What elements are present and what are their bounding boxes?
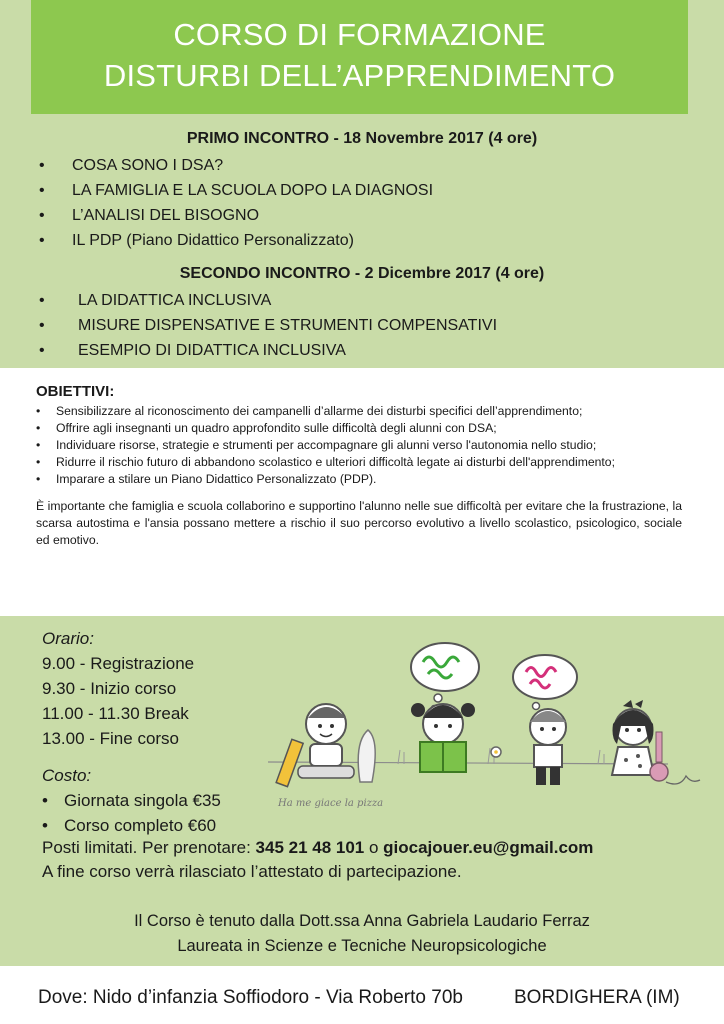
schedule-item: 9.00 - Registrazione — [42, 654, 195, 673]
footer-location: Dove: Nido d’infanzia Soffiodoro - Via Roberto 70b — [38, 987, 463, 1008]
feather-icon — [358, 730, 375, 782]
list-item: • Sensibilizzare al riconoscimento dei campanelli d’allarme dei disturbi specifici dell’apprendimento; — [36, 404, 583, 418]
title-line-2: DISTURBI DELL’APPRENDIMENTO — [103, 58, 616, 93]
meeting1-list — [39, 155, 434, 255]
title-line-1: CORSO DI FORMAZIONE — [173, 17, 546, 52]
list-item: • IL PDP (Piano Didattico Personalizzato) — [39, 232, 354, 249]
list-item: • Individuare risorse, strategie e strumenti per accompagnare gli alunni verso l'autonomia nello studio; — [36, 438, 597, 452]
cost-block — [42, 765, 221, 840]
cost-label: Costo: — [42, 766, 92, 785]
illustration-caption: Ha me giace la pizza — [278, 798, 384, 809]
booking-email[interactable]: giocajouer.eu@gmail.com — [383, 838, 594, 857]
schedule-item: 9.30 - Inizio corso — [42, 679, 177, 698]
schedule-label: Orario: — [42, 629, 94, 648]
list-item: • ESEMPIO DI DIDATTICA INCLUSIVA — [39, 342, 346, 359]
list-item: • L’ANALISI DEL BISOGNO — [39, 207, 260, 224]
thought-bubble-right-icon — [513, 655, 577, 710]
teacher-line-2: Laureata in Scienze e Tecniche Neuropsicologiche — [177, 937, 547, 955]
list-item: • Ridurre il rischio futuro di abbandono scolastico e ulteriori difficoltà legate ai disturbi dell'apprendimento; — [36, 455, 615, 469]
objectives-list — [36, 403, 682, 487]
certificate-note: A fine corso verrà rilasciato l’attestato di partecipazione. — [42, 862, 462, 881]
girl-right-icon — [612, 700, 654, 775]
footer — [0, 966, 724, 1024]
pencil-icon — [276, 739, 303, 786]
meeting2-heading: SECONDO INCONTRO - 2 Dicembre 2017 (4 ore) — [179, 265, 545, 282]
list-item: • Imparare a stilare un Piano Didattico Personalizzato (PDP). — [36, 472, 377, 486]
booking-line — [42, 838, 593, 858]
program-section — [0, 0, 724, 368]
cost-list — [42, 790, 221, 840]
list-item: • Giornata singola €35 — [42, 791, 221, 810]
list-item: • Offrire agli insegnanti un quadro approfondito sulle difficoltà degli alunni con DSA; — [36, 421, 497, 435]
footer-city: BORDIGHERA (IM) — [514, 987, 680, 1008]
booking-prefix: Posti limitati. Per prenotare: — [42, 838, 256, 857]
schedule-block — [42, 628, 194, 753]
list-item: • LA DIDATTICA INCLUSIVA — [39, 292, 272, 309]
schedule-item: 11.00 - 11.30 Break — [42, 704, 189, 723]
objectives-paragraph: È importante che famiglia e scuola collaborino e supportino l'alunno nelle sue difficoltà per evitare che la frustrazione, la scarsa autostima e l'ansia possano mettere a rischio il suo percorso evolutivo a livello scolastico, psicologico, sociale ed emotivo. — [36, 499, 682, 547]
objectives-section — [36, 384, 682, 549]
guitar-icon — [650, 732, 700, 784]
teacher-line-1: Il Corso è tenuto dalla Dott.ssa Anna Gabriela Laudario Ferraz — [134, 912, 590, 930]
list-item: • Corso completo €60 — [42, 816, 217, 835]
list-item: • COSA SONO I DSA? — [39, 157, 224, 174]
girl-with-book-icon — [411, 703, 475, 772]
meeting1-heading: PRIMO INCONTRO - 18 Novembre 2017 (4 ore) — [186, 130, 538, 147]
title-banner — [31, 0, 688, 114]
boy-left-icon — [298, 704, 354, 778]
thought-bubble-left-icon — [411, 643, 479, 711]
flower-icon — [491, 747, 501, 757]
list-item: • LA FAMIGLIA E LA SCUOLA DOPO LA DIAGNOSI — [39, 182, 434, 199]
booking-phone[interactable]: 345 21 48 101 — [255, 838, 365, 857]
objectives-title: OBIETTIVI: — [36, 383, 115, 400]
boy-right-icon — [530, 709, 566, 785]
meeting2-list — [39, 290, 498, 365]
children-illustration — [268, 632, 708, 812]
list-item: • MISURE DISPENSATIVE E STRUMENTI COMPENSATIVI — [39, 317, 498, 334]
booking-connector: o — [364, 838, 384, 857]
schedule-item: 13.00 - Fine corso — [42, 729, 180, 748]
